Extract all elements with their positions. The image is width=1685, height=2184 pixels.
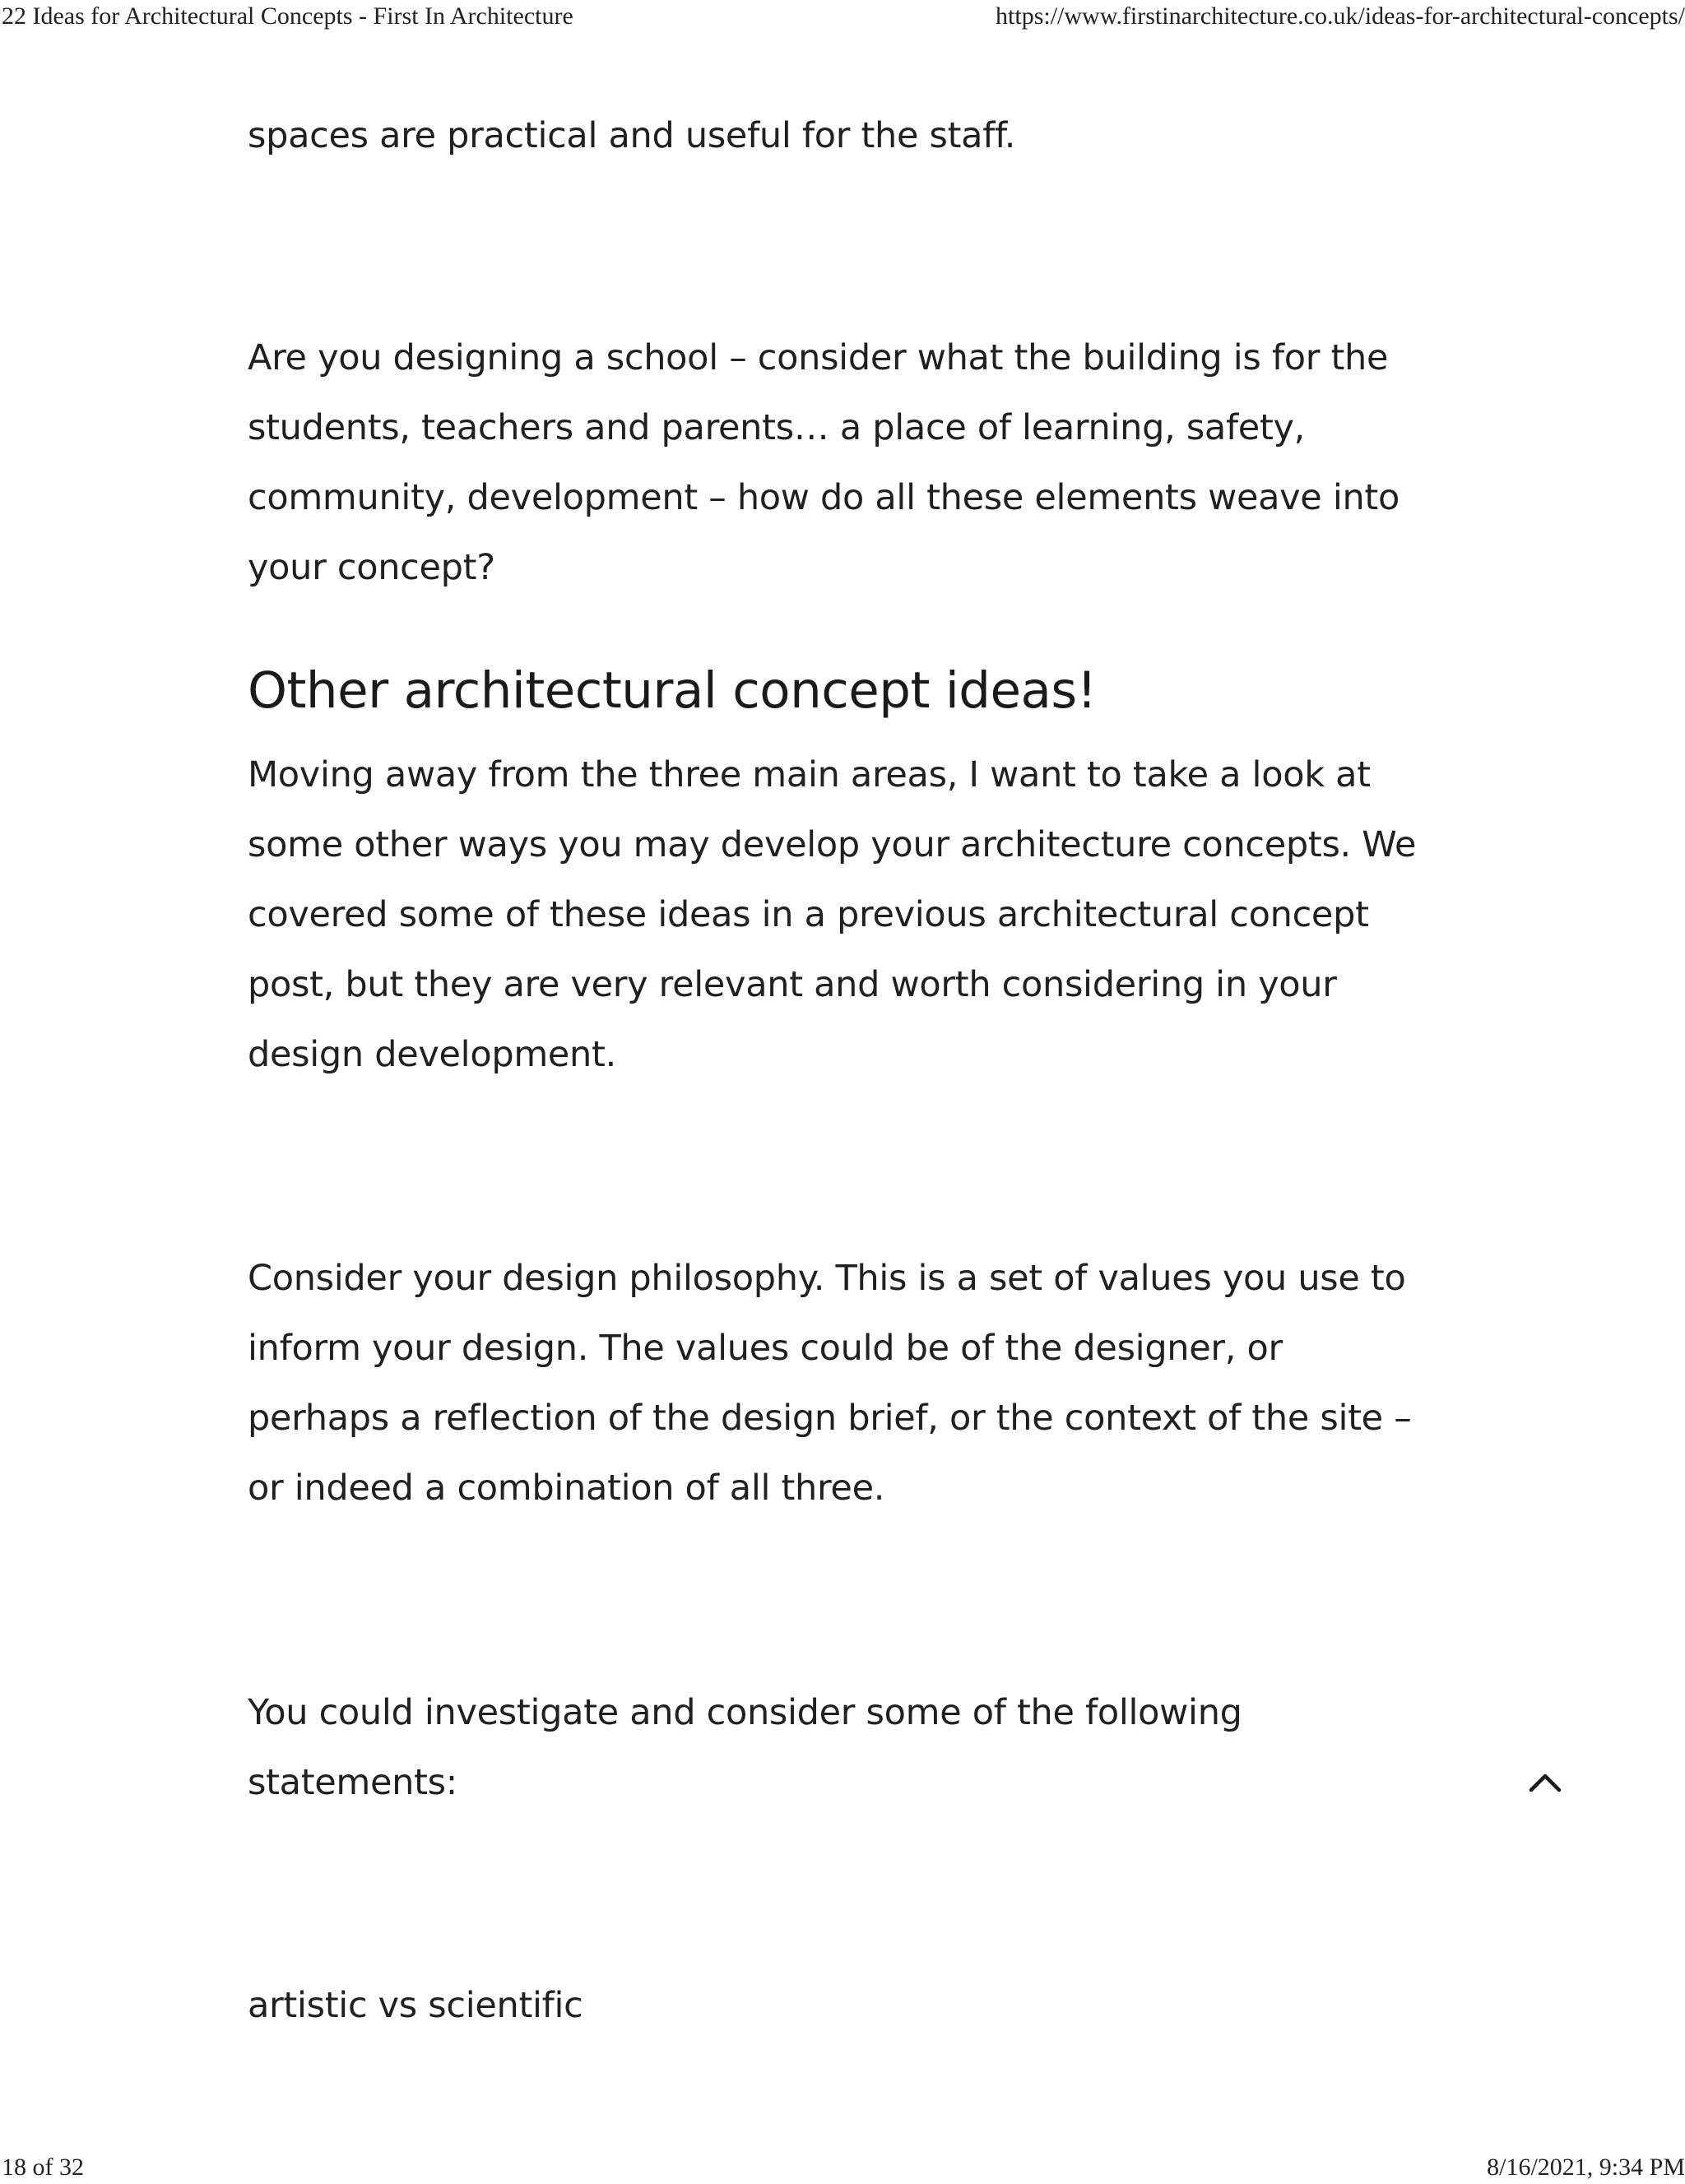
section-heading: Other architectural concept ideas! xyxy=(248,661,1097,720)
text-line: Moving away from the three main areas, I want to take a look at xyxy=(248,754,1371,795)
paragraph-investigate xyxy=(248,1678,1449,1818)
text-line: Are you designing a school – consider what the building is for the xyxy=(248,337,1389,378)
page-title: 22 Ideas for Architectural Concepts - First In Architecture xyxy=(2,2,573,30)
text-line: students, teachers and parents… a place of learning, safety, xyxy=(248,407,1306,448)
paragraph-artistic xyxy=(248,1971,1449,2041)
paragraph-philosophy xyxy=(248,1244,1449,1523)
text-line: You could investigate and consider some of the following xyxy=(248,1692,1242,1733)
text-line: post, but they are very relevant and worth considering in your xyxy=(248,964,1337,1005)
paragraph-moving xyxy=(248,740,1449,1090)
text-line: covered some of these ideas in a previous architectural concept xyxy=(248,894,1369,935)
paragraph-staff xyxy=(248,101,1449,171)
text-line: inform your design. The values could be of the designer, or xyxy=(248,1328,1283,1369)
print-datetime: 8/16/2021, 9:34 PM xyxy=(1487,2154,1685,2181)
text-line: statements: xyxy=(248,1762,457,1803)
text-line: community, development – how do all these elements weave into xyxy=(248,477,1400,518)
text-line: Consider your design philosophy. This is a set of values you use to xyxy=(248,1258,1406,1299)
text-line: spaces are practical and useful for the staff. xyxy=(248,115,1016,156)
text-line: design development. xyxy=(248,1034,616,1075)
text-line: artistic vs scientific xyxy=(248,1985,583,2026)
text-line: your concept? xyxy=(248,547,495,588)
back-to-top-button[interactable] xyxy=(1525,1762,1566,1803)
text-line: some other ways you may develop your architecture concepts. We xyxy=(248,824,1417,865)
print-footer xyxy=(0,2151,1685,2184)
paragraph-school xyxy=(248,323,1449,603)
page-number: 18 of 32 xyxy=(2,2154,84,2181)
print-header xyxy=(0,0,1685,33)
page-url: https://www.firstinarchitecture.co.uk/ideas-for-architectural-concepts/ xyxy=(996,2,1685,30)
chevron-up-icon xyxy=(1529,1773,1562,1792)
text-line: or indeed a combination of all three. xyxy=(248,1468,885,1509)
text-line: perhaps a reflection of the design brief, or the context of the site – xyxy=(248,1398,1412,1439)
